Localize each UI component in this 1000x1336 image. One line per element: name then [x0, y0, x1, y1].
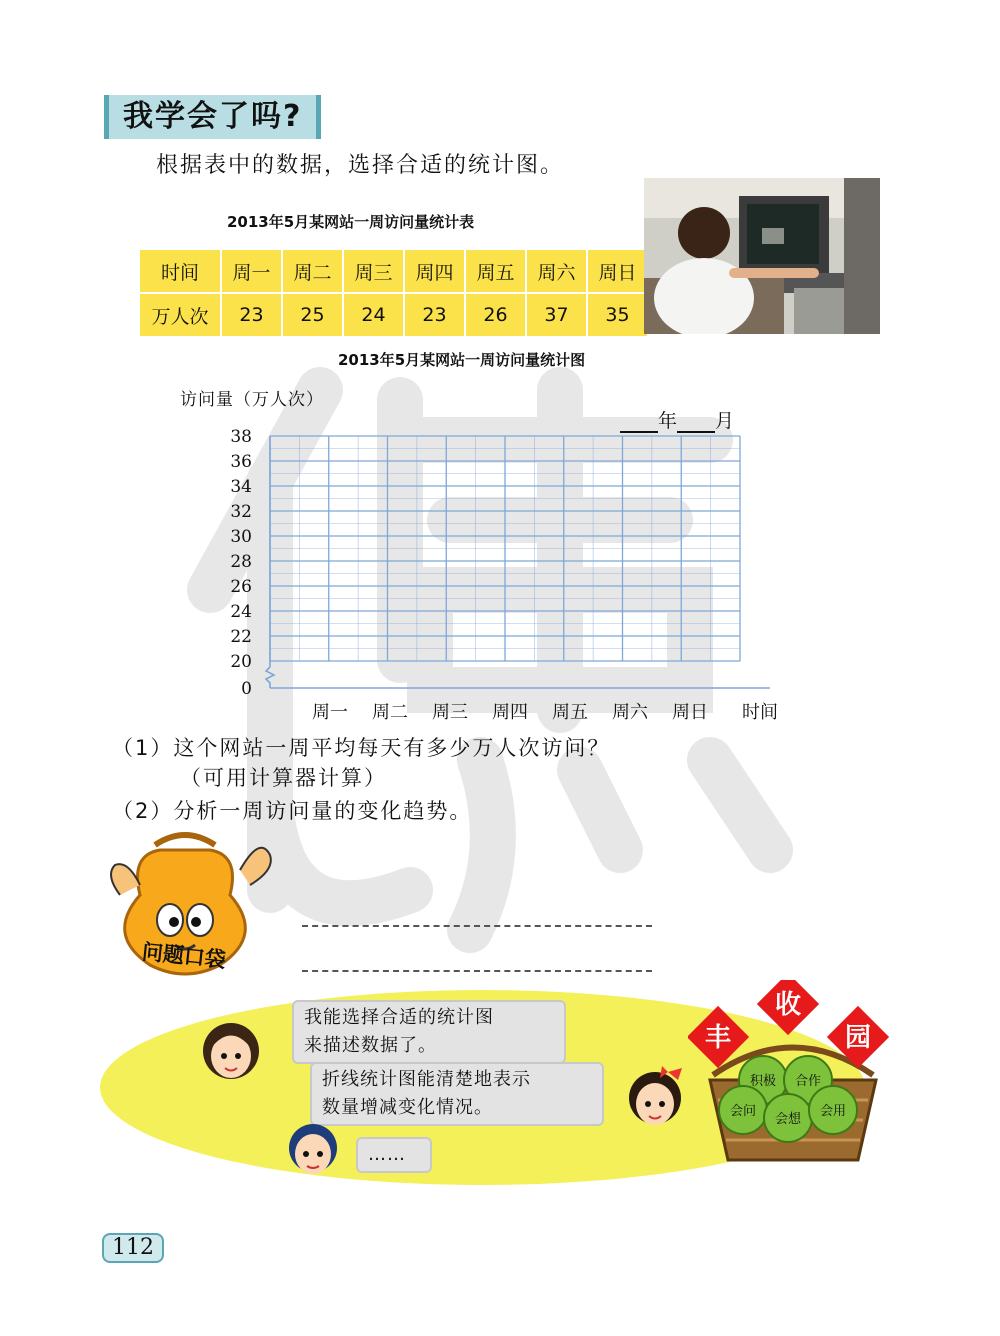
- harvest-basket: [688, 980, 898, 1170]
- table-cell-day: 周三: [343, 249, 404, 293]
- bubble-2-line-2: 数量增减变化情况。: [322, 1097, 493, 1118]
- table-row-header: 时间: [139, 249, 221, 293]
- table-cell-value: 37: [526, 293, 587, 337]
- girl-with-bow-icon: [624, 1066, 686, 1136]
- apple-label: 会想: [774, 1112, 802, 1127]
- table-row-values: [139, 293, 648, 337]
- y-tick-label: 22: [230, 627, 252, 647]
- harvest-char: 收: [774, 990, 802, 1020]
- table-cell-day: 周日: [587, 249, 648, 293]
- y-tick-label: 24: [230, 602, 252, 622]
- answer-line-2[interactable]: [302, 970, 652, 972]
- page-number: 112: [102, 1233, 164, 1263]
- table-row-days: [139, 249, 648, 293]
- boy-avatar-icon: [282, 1118, 344, 1184]
- x-axis-label: 时间: [742, 702, 778, 723]
- visits-table: [138, 248, 649, 338]
- question-1: （1）这个网站一周平均每天有多少万人次访问？: [112, 736, 611, 760]
- x-tick-label: 周五: [552, 702, 588, 723]
- table-cell-day: 周二: [282, 249, 343, 293]
- computer-photo: [644, 178, 880, 334]
- answer-line-1[interactable]: [302, 925, 652, 927]
- x-tick-label: 周六: [612, 702, 648, 723]
- table-cell-value: 23: [404, 293, 465, 337]
- girl-avatar-icon: [198, 1018, 264, 1084]
- table-cell-day: 周四: [404, 249, 465, 293]
- question-2: （2）分析一周访问量的变化趋势。: [112, 799, 473, 823]
- y-tick-label: 0: [241, 679, 252, 699]
- x-tick-label: 周二: [372, 702, 408, 723]
- year-suffix: 年: [658, 410, 678, 432]
- table-cell-value: 23: [221, 293, 282, 337]
- table-cell-day: 周六: [526, 249, 587, 293]
- bubble-1-line-2: 来描述数据了。: [304, 1035, 437, 1056]
- table-cell-value: 26: [465, 293, 526, 337]
- harvest-char: 丰: [704, 1023, 732, 1053]
- section-title: 我学会了吗?: [104, 95, 321, 139]
- harvest-char: 园: [844, 1023, 872, 1053]
- apple-label: 会问: [729, 1104, 757, 1119]
- table-title: 2013年5月某网站一周访问量统计表: [227, 213, 475, 231]
- month-suffix: 月: [715, 410, 735, 432]
- y-tick-label: 26: [230, 577, 252, 597]
- table-cell-value: 35: [587, 293, 648, 337]
- table-cell-day: 周五: [465, 249, 526, 293]
- question-1-note: （可用计算器计算）: [180, 766, 387, 790]
- y-tick-label: 34: [230, 477, 252, 497]
- axis-break-icon: [266, 667, 274, 688]
- speech-bubble-3: ……: [356, 1137, 432, 1173]
- instruction-text: 根据表中的数据，选择合适的统计图。: [156, 153, 565, 178]
- x-tick-label: 周一: [312, 702, 348, 723]
- table-cell-value: 24: [343, 293, 404, 337]
- question-pocket-label: 问题口袋: [140, 939, 227, 973]
- apple-label: 合作: [794, 1074, 822, 1089]
- table-cell-value: 25: [282, 293, 343, 337]
- line-chart-grid: [210, 420, 810, 730]
- y-tick-label: 38: [230, 427, 252, 447]
- speech-bubble-1: [292, 1000, 566, 1064]
- table-cell-day: 周一: [221, 249, 282, 293]
- y-tick-label: 32: [230, 502, 252, 522]
- bubble-2-line-1: 折线统计图能清楚地表示: [322, 1069, 531, 1090]
- x-tick-label: 周日: [672, 702, 708, 723]
- apple-label: 积极: [749, 1074, 777, 1089]
- x-tick-label: 周三: [432, 702, 468, 723]
- y-tick-label: 30: [230, 527, 252, 547]
- table-row-header: 万人次: [139, 293, 221, 337]
- bubble-1-line-1: 我能选择合适的统计图: [304, 1007, 494, 1028]
- y-tick-label: 28: [230, 552, 252, 572]
- x-tick-label: 周四: [492, 702, 528, 723]
- y-axis-label: 访问量（万人次）: [180, 390, 324, 410]
- chart-title: 2013年5月某网站一周访问量统计图: [338, 351, 586, 369]
- speech-bubble-2: [310, 1062, 604, 1126]
- apple-label: 会用: [819, 1104, 847, 1119]
- y-tick-label: 36: [230, 452, 252, 472]
- y-tick-label: 20: [230, 652, 252, 672]
